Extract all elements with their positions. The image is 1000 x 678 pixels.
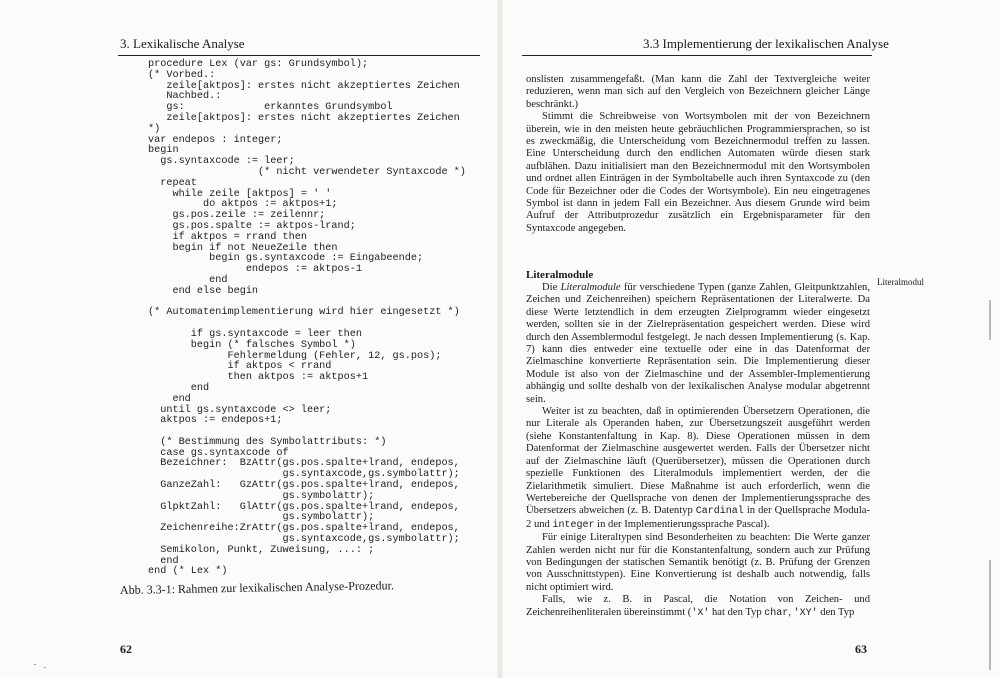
paragraph: Stimmt die Schreibweise von Wortsymbolen mit der von Bezeichnern überein, wie in den meisten heute gebräuchlichen Programmiersprachen, so ist es zweckmäßig, die Unterscheidung vom Bezeichnermodul treffen zu lassen. Eine Unterscheidung durch den endlichen Automaten würde diesen stark aufblähen. Dazu initialisiert man den Bezeichnermodul mit den Wortsymbolen und ordnet allen Einträgen in der Symboltabelle auch ihren Syntaxcode zu (den Code für Bezeichner oder die Codes der Wortsymbole). Ein neu eingetragenes Symbol ist dann in jedem Fall ein Bezeichner. Aus diesem Grunde wird beim Aufruf der Attributprozedur zusätzlich ein Ergebnisparameter für den Syntaxcode angegeben.	[526, 111, 870, 234]
inline-code: Cardinal	[695, 506, 744, 518]
left-page-number: 62	[120, 642, 132, 656]
figure-caption: Abb. 3.3-1: Rahmen zur lexikalischen Analyse-Prozedur.	[119, 578, 395, 597]
text-block-upper	[526, 74, 870, 235]
scan-edge-mark	[989, 560, 991, 670]
term-emphasis: Literalmodule	[560, 282, 621, 293]
right-header-rule	[522, 55, 872, 56]
left-header-rule	[118, 55, 480, 56]
inline-code: char	[764, 607, 789, 619]
code-listing: procedure Lex (var gs: Grundsymbol); (* Vorbed.: zeile[aktpos]: erstes nicht akzeptiertes Zeichen Nachbed.: gs: erkanntes Grundsymbol zeile[aktpos]: erstes nicht akzeptiertes Zeichen *) var endepos : integer; begin gs.syntaxcode := leer; (* nicht verwendeter Syntaxcode *) repeat while zeile [aktpos] = ' ' do aktpos := aktpos+1; gs.pos.zeile := zeilennr; gs.pos.spalte := aktpos-lrand; if aktpos = rrand then begin if not NeueZeile then begin gs.syntaxcode := Eingabeende; endepos := aktpos-1 end end else begin (* Automatenimplementierung wird hier eingesetzt *) if gs.syntaxcode = leer then begin (* falsches Symbol *) Fehlermeldung (Fehler, 12, gs.pos); if aktpos < rrand then aktpos := aktpos+1 end end until gs.syntaxcode <> leer; aktpos := endepos+1; (* Bestimmung des Symbolattributs: *) case gs.syntaxcode of Bezeichner: BzAttr(gs.pos.spalte+lrand, endepos, gs.syntaxcode,gs.symbolattr); GanzeZahl: GzAttr(gs.pos.spalte+lrand, endepos, gs.symbolattr); GlpktZahl: GlAttr(gs.pos.spalte+lrand, endepos, gs.symbolattr); Zeichenreihe:ZrAttr(gs.pos.spalte+lrand, endepos, gs.syntaxcode,gs.symbolattr); Semikolon, Punkt, Zuweisung, ...: ; end end (* Lex *)	[148, 59, 466, 578]
left-running-head: 3. Lexikalische Analyse	[120, 36, 245, 51]
inline-code: 'X'	[691, 607, 710, 619]
margin-note: Literalmodul	[877, 277, 924, 287]
scan-speck	[34, 664, 36, 665]
paragraph: Weiter ist zu beachten, daß in optimierenden Übersetzern Operationen, die nur Literale als Operanden haben, zur Übersetzungszeit ausgeführt werden (siehe Konstantenfaltung in Kap. 8). Diese Operationen müssen in dem Datenformat der Zielmaschine ausgewertet werden. Falls der Übersetzer nicht auf der Zielmaschine läuft (Querübersetzer), müssen die Operationen durch spezielle Funktionen des Literalmoduls implementiert werden, der die Zielarithmetik simuliert. Diese Maßnahme ist auch erforderlich, wenn die Wertebereiche der Quellsprache von denen der Implementierungssprache des Übersetzers abweichen (z. B. Datentyp Cardinal in der Quellsprache Modula-2 und integer in der Implementierungssprache Pascal).	[526, 406, 871, 531]
scan-edge-mark	[989, 300, 991, 340]
paragraph: Falls, wie z. B. in Pascal, die Notation von Zeichen- und Zeichenreihenliteralen übereinstimmt ('X' hat den Typ char, 'XY' den Typ	[526, 594, 870, 619]
paragraph: Für einige Literaltypen sind Besonderheiten zu beachten: Die Werte ganzer Zahlen werden nicht nur für die Konstantenfaltung, sondern auch zur Prüfung von Bedingungen der statischen Semantik benötigt (z. B. Prüfung der Grenzen von Ausschnittstypen). Eine Konvertierung ist deshalb auch notwendig, falls nicht optimiert wird.	[526, 532, 870, 593]
inline-code: integer	[552, 519, 595, 531]
paragraph: onslisten zusammengefaßt. (Man kann die Zahl der Textvergleiche weiter reduzieren, wenn man sich auf den Vergleich von Bezeichnern gleicher Länge beschränkt.)	[526, 74, 870, 110]
paragraph: Die Literalmodule für verschiedene Typen (ganze Zahlen, Gleitpunktzahlen, Zeichen und Zeichenreihen) speichern Repräsentationen der Literalwerte. Da diese Werte letztendlich in dem erzeugten Zielprogramm wieder eingesetzt werden, sollten sie in der Zielrepräsentation gespeichert werden. Diese wird durch den Assemblermodul festgelegt. Je nach dessen Implementierung (s. Kap. 7) kann dies entweder eine textuelle oder eine in das Datenformat der Zielmaschine konvertierte Repräsentation sein. Die Implementierung dieser Module ist also von der Zielmaschine und der Assembler-Implementierung abhängig und sollte deshalb von der lexikalischen Analyse modular abgetrennt sein.	[526, 282, 871, 405]
section-title: Literalmodule	[526, 269, 594, 281]
right-page-number: 63	[855, 642, 867, 656]
right-running-head: 3.3 Implementierung der lexikalischen Analyse	[643, 36, 889, 51]
scan-speck	[44, 667, 46, 668]
inline-code: 'XY'	[793, 607, 818, 619]
text-block-lower	[526, 282, 870, 620]
